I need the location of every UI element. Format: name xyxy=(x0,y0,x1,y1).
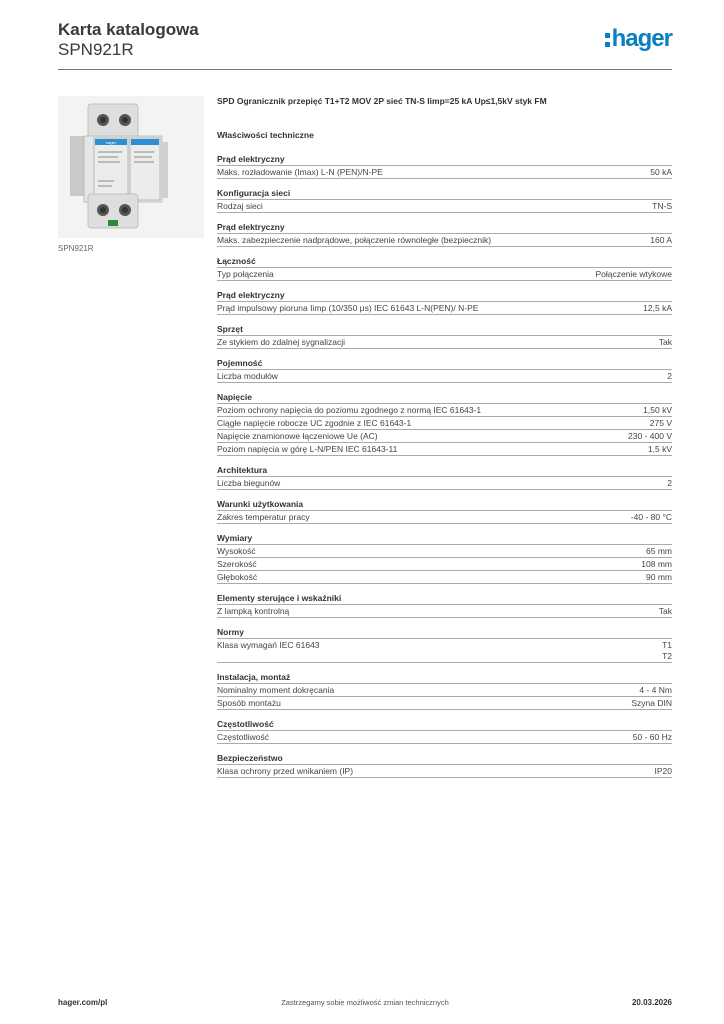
spec-section xyxy=(217,256,672,281)
spec-row xyxy=(217,697,672,710)
spec-label: Klasa wymagań IEC 61643 xyxy=(217,640,320,650)
spec-section xyxy=(217,533,672,584)
spec-row xyxy=(217,417,672,430)
spec-row xyxy=(217,234,672,247)
spec-label: Nominalny moment dokręcania xyxy=(217,685,335,695)
spec-value xyxy=(646,572,672,583)
spec-row xyxy=(217,302,672,315)
spec-value xyxy=(652,201,672,212)
technical-sections xyxy=(217,154,672,778)
spec-label: Rodzaj sieci xyxy=(217,201,263,211)
spec-value-line: 108 mm xyxy=(641,559,672,569)
spec-label: Częstotliwość xyxy=(217,732,269,742)
spec-value xyxy=(659,337,672,348)
spec-label: Szerokość xyxy=(217,559,257,569)
spec-section xyxy=(217,188,672,213)
spec-label: Napięcie znamionowe łączeniowe Ue (AC) xyxy=(217,431,378,441)
spec-section xyxy=(217,627,672,663)
spec-value xyxy=(631,512,672,523)
surge-protector-icon xyxy=(58,96,204,238)
spec-section xyxy=(217,719,672,744)
hager-logo xyxy=(605,26,672,52)
spec-row xyxy=(217,605,672,618)
spec-section xyxy=(217,672,672,710)
spec-value-line: 90 mm xyxy=(646,572,672,582)
spec-row xyxy=(217,765,672,778)
spec-row xyxy=(217,166,672,179)
spec-label: Poziom napięcia w górę L-N/PEN IEC 61643-11 xyxy=(217,444,398,454)
spec-section-title: Łączność xyxy=(217,256,672,268)
spec-section-title: Elementy sterujące i wskaźniki xyxy=(217,593,672,605)
spec-value-line: 160 A xyxy=(650,235,672,245)
spec-value xyxy=(641,559,672,570)
spec-value-line: Połączenie wtykowe xyxy=(595,269,672,279)
footer-date: 20.03.2026 xyxy=(631,998,672,1007)
spec-section xyxy=(217,753,672,778)
spec-row xyxy=(217,443,672,456)
spec-value xyxy=(595,269,672,280)
page-header xyxy=(58,20,672,68)
svg-text:hager: hager xyxy=(105,140,117,145)
spec-section xyxy=(217,499,672,524)
spec-value xyxy=(659,606,672,617)
spec-value-line: IP20 xyxy=(654,766,672,776)
logo-dots-icon xyxy=(605,33,610,47)
spec-label: Maks. zabezpieczenie nadprądowe, połączenie równoległe (bezpiecznik) xyxy=(217,235,492,245)
spec-section-title: Częstotliwość xyxy=(217,719,672,731)
spec-value xyxy=(648,444,672,455)
spec-row xyxy=(217,639,672,663)
spec-row xyxy=(217,558,672,571)
spec-value-line: 50 kA xyxy=(650,167,672,177)
spec-label: Liczba biegunów xyxy=(217,478,281,488)
spec-value xyxy=(631,698,672,709)
spec-value xyxy=(643,405,672,416)
spec-value-line: TN-S xyxy=(652,201,672,211)
spec-label: Maks. rozładowanie (Imax) L-N (PEN)/N-PE xyxy=(217,167,383,177)
product-details xyxy=(217,96,672,787)
spec-value xyxy=(667,371,672,382)
header-divider xyxy=(58,69,672,70)
spec-section-title: Prąd elektryczny xyxy=(217,154,672,166)
spec-value-line: T1 xyxy=(662,640,672,650)
spec-section xyxy=(217,593,672,618)
spec-value-line: T2 xyxy=(662,651,672,661)
spec-value-line: 50 - 60 Hz xyxy=(632,732,672,742)
spec-row xyxy=(217,370,672,383)
spec-value-line: 4 - 4 Nm xyxy=(639,685,672,695)
spec-row xyxy=(217,477,672,490)
footer-disclaimer: Zastrzegamy sobie możliwość zmian technicznych xyxy=(281,998,449,1007)
spec-row xyxy=(217,545,672,558)
spec-label: Klasa ochrony przed wnikaniem (IP) xyxy=(217,766,354,776)
product-image xyxy=(58,96,204,238)
spec-section xyxy=(217,392,672,456)
spec-value-line: Tak xyxy=(658,606,672,616)
spec-row xyxy=(217,430,672,443)
spec-value-line: 65 mm xyxy=(646,546,672,556)
spec-section-title: Warunki użytkowania xyxy=(217,499,672,511)
spec-value xyxy=(662,640,672,662)
spec-row xyxy=(217,511,672,524)
spec-label: Prąd impulsowy pioruna Iimp (10/350 μs) IEC 61643 L-N(PEN)/ N-PE xyxy=(217,303,479,313)
spec-value-line: 1,5 kV xyxy=(647,444,672,454)
spec-label: Typ połączenia xyxy=(217,269,274,279)
spec-value-line: 275 V xyxy=(649,418,672,428)
spec-section-title: Prąd elektryczny xyxy=(217,222,672,234)
spec-section xyxy=(217,324,672,349)
image-caption: SPN921R xyxy=(58,244,94,253)
spec-row xyxy=(217,684,672,697)
spec-row xyxy=(217,404,672,417)
spec-label: Głębokość xyxy=(217,572,258,582)
logo-text: hager xyxy=(611,25,672,52)
spec-row xyxy=(217,268,672,281)
spec-row xyxy=(217,731,672,744)
spec-value xyxy=(643,303,672,314)
spec-section xyxy=(217,154,672,179)
spec-section xyxy=(217,290,672,315)
spec-label: Z lampką kontrolną xyxy=(217,606,290,616)
spec-section-title: Bezpieczeństwo xyxy=(217,753,672,765)
spec-section-title: Napięcie xyxy=(217,392,672,404)
spec-label: Sposób montażu xyxy=(217,698,281,708)
spec-value xyxy=(628,431,672,442)
spec-value-line: -40 - 80 °C xyxy=(630,512,672,522)
document-title: Karta katalogowa xyxy=(58,20,199,39)
spec-section xyxy=(217,222,672,247)
spec-section-title: Konfiguracja sieci xyxy=(217,188,672,200)
spec-value-line: 1,50 kV xyxy=(643,405,672,415)
spec-label: Ze stykiem do zdalnej sygnalizacji xyxy=(217,337,346,347)
spec-section xyxy=(217,358,672,383)
spec-section-title: Pojemność xyxy=(217,358,672,370)
spec-value xyxy=(655,766,673,777)
spec-value-line: Szyna DIN xyxy=(631,698,672,708)
spec-value xyxy=(650,167,672,178)
spec-label: Liczba modułów xyxy=(217,371,278,381)
spec-label: Poziom ochrony napięcia do poziomu zgodnego z normą IEC 61643-1 xyxy=(217,405,482,415)
spec-section xyxy=(217,465,672,490)
spec-value xyxy=(639,685,672,696)
spec-label: Ciągłe napięcie robocze UC zgodnie z IEC 61643-1 xyxy=(217,418,412,428)
spec-row xyxy=(217,336,672,349)
spec-section-title: Wymiary xyxy=(217,533,672,545)
product-code: SPN921R xyxy=(58,40,134,59)
spec-value xyxy=(646,546,672,557)
spec-value xyxy=(667,478,672,489)
spec-value xyxy=(633,732,672,743)
spec-section-title: Instalacja, montaż xyxy=(217,672,672,684)
properties-heading: Właściwości techniczne xyxy=(217,130,314,140)
spec-row xyxy=(217,200,672,213)
spec-value-line: 2 xyxy=(667,371,672,381)
spec-value-line: 2 xyxy=(667,478,672,488)
spec-value-line: Tak xyxy=(658,337,672,347)
spec-section-title: Architektura xyxy=(217,465,672,477)
spec-row xyxy=(217,571,672,584)
spec-section-title: Normy xyxy=(217,627,672,639)
spec-value-line: 12,5 kA xyxy=(643,303,672,313)
product-description: SPD Ogranicznik przepięć T1+T2 MOV 2P sieć TN-S Iimp=25 kA Up≤1,5kV styk FM xyxy=(217,96,547,106)
spec-section-title: Sprzęt xyxy=(217,324,672,336)
spec-value xyxy=(650,235,672,246)
spec-label: Wysokość xyxy=(217,546,256,556)
spec-value-line: 230 - 400 V xyxy=(628,431,672,441)
spec-label: Zakres temperatur pracy xyxy=(217,512,310,522)
spec-value xyxy=(650,418,672,429)
spec-section-title: Prąd elektryczny xyxy=(217,290,672,302)
footer-website: hager.com/pl xyxy=(58,998,108,1007)
